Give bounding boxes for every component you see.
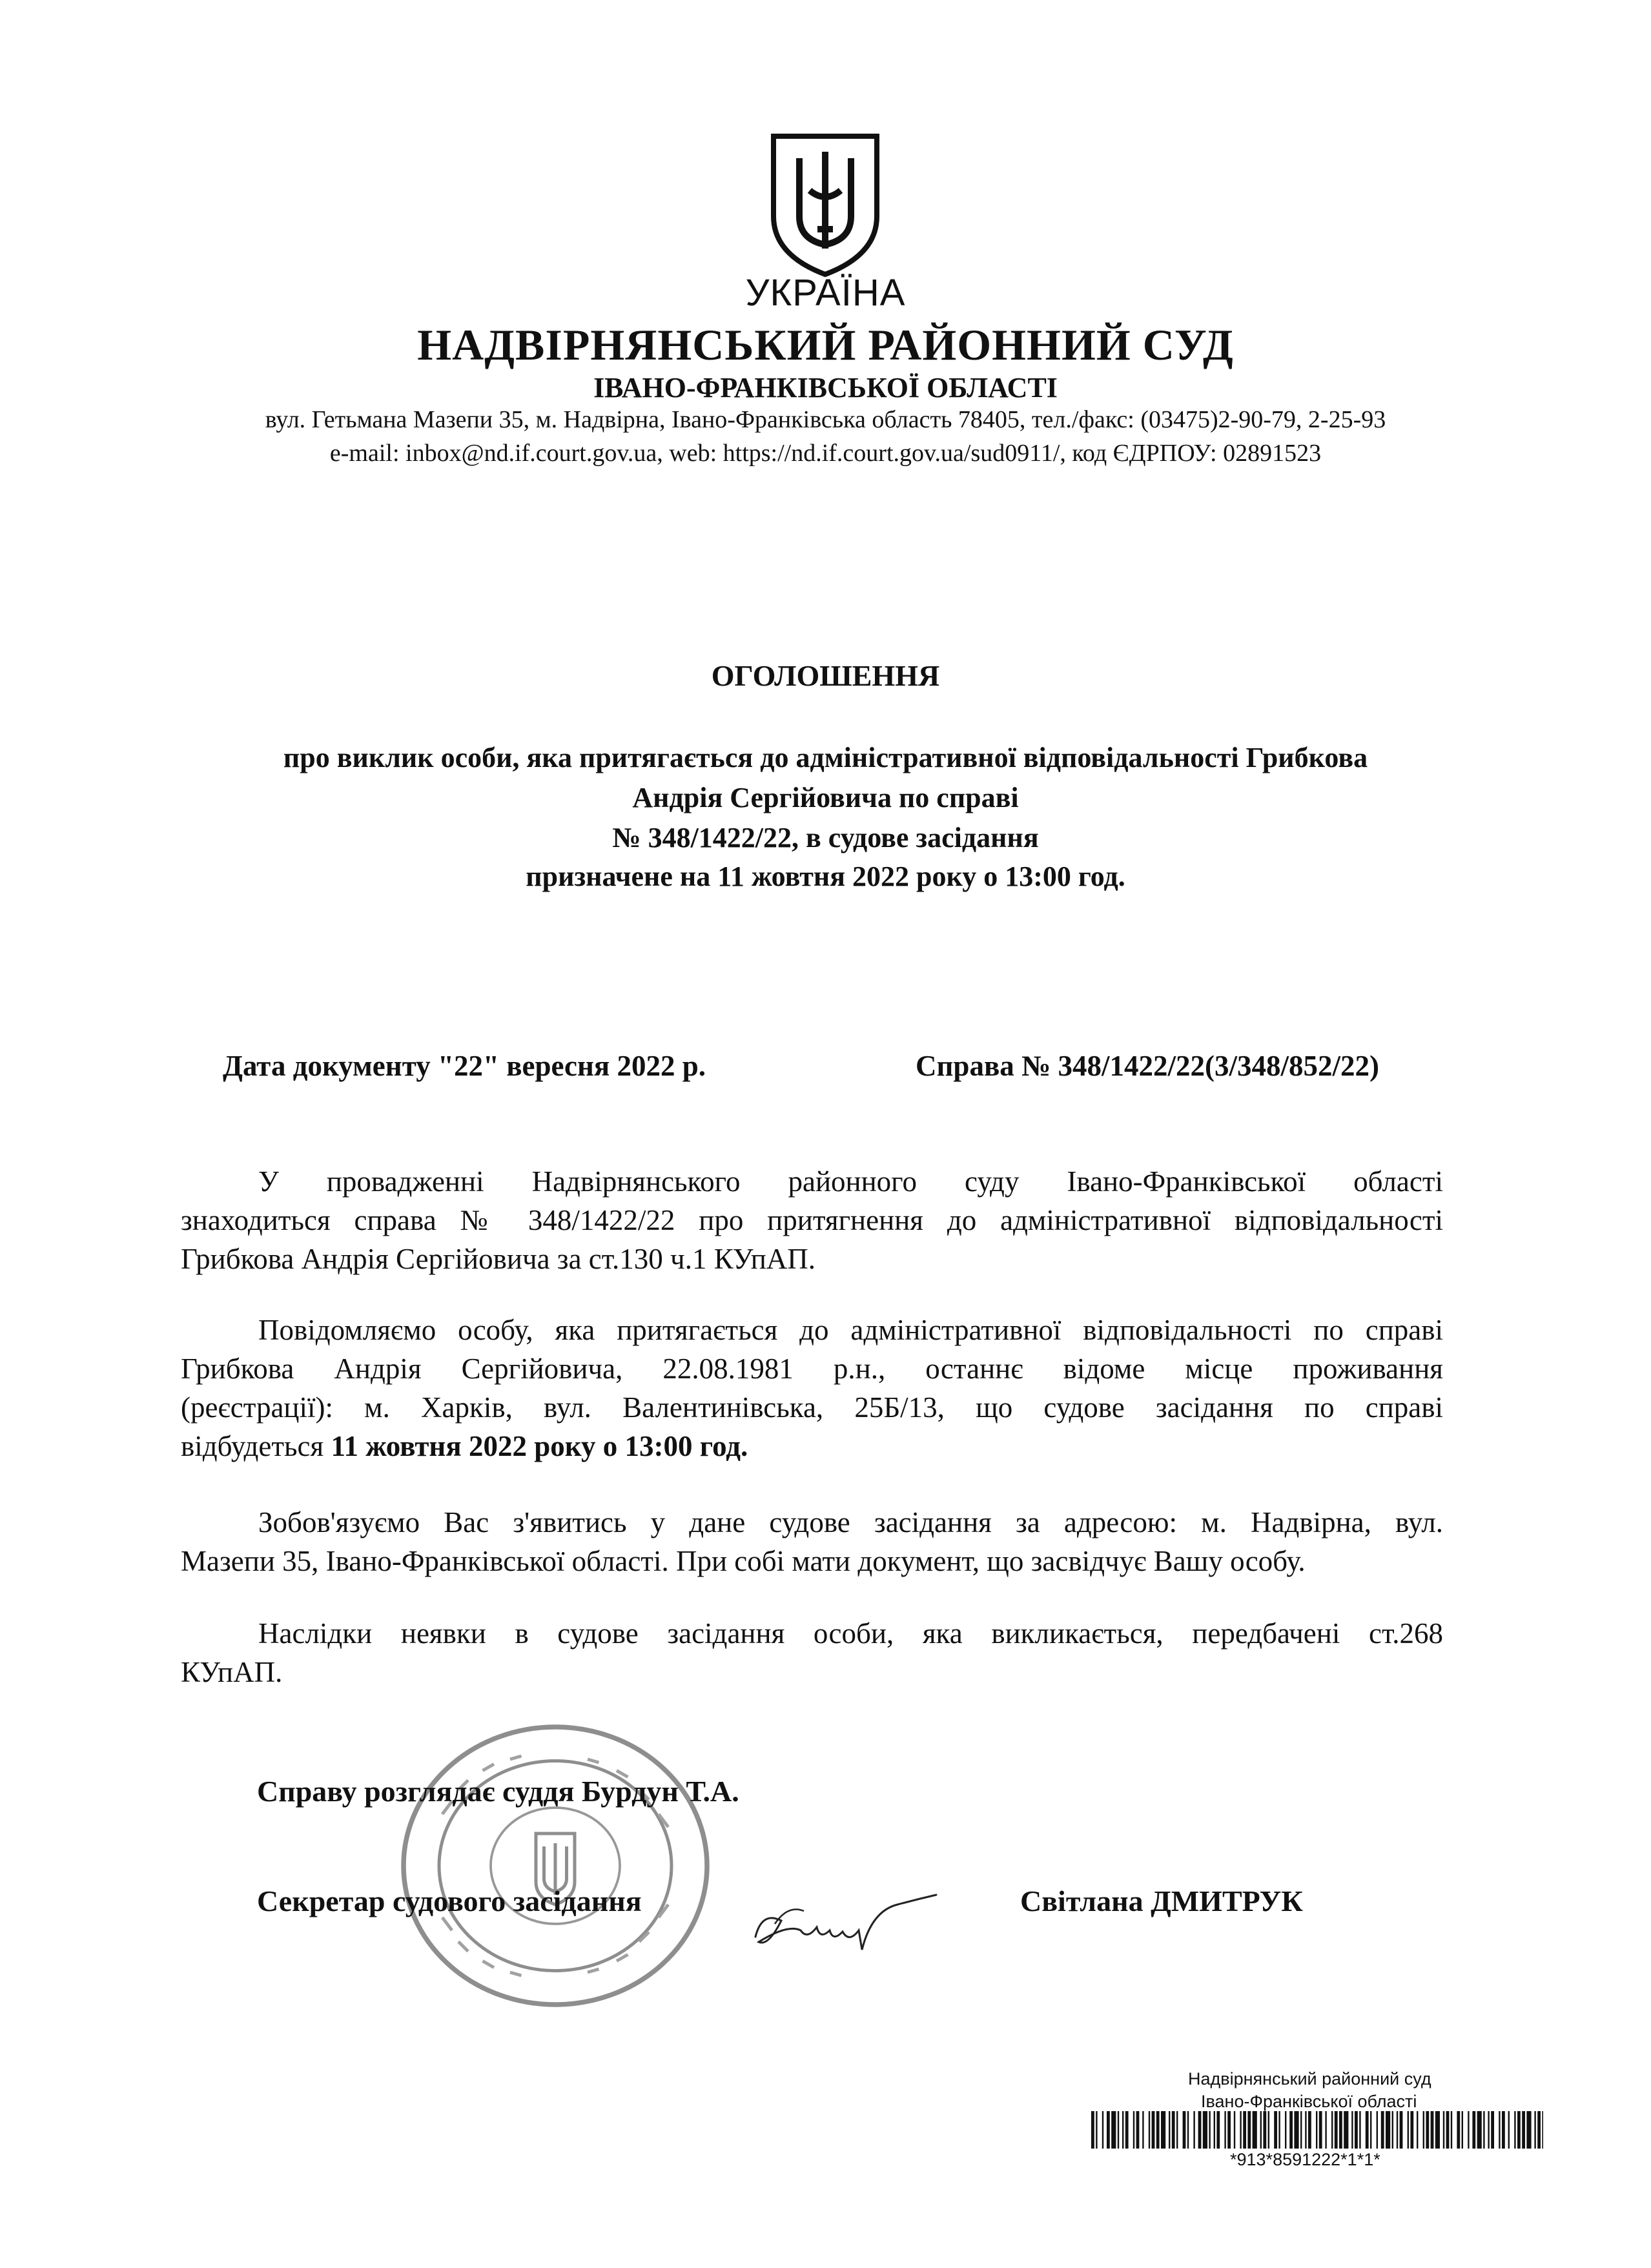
barcode-bar xyxy=(1294,2111,1298,2149)
barcode-bar xyxy=(1386,2111,1390,2149)
barcode-bar xyxy=(1508,2111,1510,2149)
barcode-bar xyxy=(1102,2111,1103,2149)
barcode-bar xyxy=(1172,2111,1175,2149)
barcode-bar xyxy=(1366,2111,1369,2149)
barcode-bar xyxy=(1344,2111,1348,2149)
document-date: Дата документу "22" вересня 2022 р. xyxy=(223,1050,706,1082)
barcode-bar xyxy=(1457,2111,1460,2149)
paragraph-line: Грибкова Андрія Сергійовича, 22.08.1981 р.н., останнє відоме місце проживання xyxy=(181,1353,1443,1385)
body-paragraph xyxy=(181,1503,1443,1580)
announcement-subtitle-line: про виклик особи, яка притягається до адміністративної відповідальності Грибкова xyxy=(283,742,1368,773)
barcode-bar xyxy=(1203,2111,1207,2149)
trident-coat-of-arms-icon xyxy=(761,126,890,281)
barcode-bar xyxy=(1472,2111,1475,2149)
barcode-bar xyxy=(1224,2111,1225,2149)
barcode-bar xyxy=(1526,2111,1531,2149)
court-region: ІВАНО-ФРАНКІВСЬКОЇ ОБЛАСТІ xyxy=(593,372,1058,404)
barcode-bar xyxy=(1156,2111,1160,2149)
barcode-bar xyxy=(1335,2111,1338,2149)
barcode-bar xyxy=(1243,2111,1246,2149)
barcode-bar xyxy=(1176,2111,1178,2149)
barcode-bar xyxy=(1351,2111,1353,2149)
barcode-bar xyxy=(1187,2111,1189,2149)
barcode-bar xyxy=(1169,2111,1170,2149)
barcode-bar xyxy=(1285,2111,1286,2149)
barcode-bar xyxy=(1253,2111,1257,2149)
paragraph-line: У провадженні Надвірнянського районного суду Івано-Франківської області xyxy=(258,1165,1443,1198)
court-seal-stamp-icon xyxy=(394,1717,717,2014)
barcode-bar xyxy=(1316,2111,1317,2149)
barcode-bar xyxy=(1142,2111,1143,2149)
barcode-bar xyxy=(1339,2111,1342,2149)
barcode-bar xyxy=(1300,2111,1302,2149)
country-name: УКРАЇНА xyxy=(745,272,906,314)
barcode-bar xyxy=(1435,2111,1440,2149)
barcode-bar xyxy=(1331,2111,1333,2149)
barcode-bar xyxy=(1133,2111,1134,2149)
paragraph-line: Повідомляємо особу, яка притягається до адміністративної відповідальності по справі xyxy=(258,1314,1443,1346)
barcode-bar xyxy=(1408,2111,1409,2149)
barcode-bar xyxy=(1542,2111,1543,2149)
paragraph-line: Мазепи 35, Івано-Франківської області. При собі мати документ, що засвідчує Вашу особу. xyxy=(181,1545,1306,1577)
barcode-bar xyxy=(1483,2111,1484,2149)
body-paragraph xyxy=(181,1311,1443,1466)
barcode-bar xyxy=(1397,2111,1398,2149)
barcode-bar xyxy=(1477,2111,1482,2149)
barcode-bar xyxy=(1263,2111,1266,2149)
announcement-subtitle-line: Андрія Сергійовича по справі xyxy=(632,782,1019,813)
barcode-bar xyxy=(1423,2111,1424,2149)
barcode-bar xyxy=(1319,2111,1322,2149)
barcode-bar xyxy=(1488,2111,1489,2149)
barcode-bar xyxy=(1443,2111,1444,2149)
barcode-bar xyxy=(1214,2111,1215,2149)
hearing-datetime: 11 жовтня 2022 року о 13:00 год. xyxy=(331,1430,748,1462)
body-paragraph xyxy=(181,1614,1443,1691)
barcode-bar xyxy=(1125,2111,1129,2149)
court-address: вул. Гетьмана Мазепи 35, м. Надвірна, Івано-Франківська область 78405, тел./факс: (03475)2-90-79, 2-25-93 xyxy=(265,406,1386,433)
barcode-court-name: Надвірнянський районний суд xyxy=(1188,2069,1431,2089)
barcode-bar xyxy=(1499,2111,1500,2149)
barcode-bar xyxy=(1400,2111,1403,2149)
court-name: НАДВІРНЯНСЬКИЙ РАЙОННИЙ СУД xyxy=(417,320,1234,369)
barcode-bar xyxy=(1111,2111,1116,2149)
barcode-icon xyxy=(1091,2111,1543,2149)
barcode-bar xyxy=(1522,2111,1525,2149)
barcode-bar xyxy=(1161,2111,1165,2149)
barcode-bar xyxy=(1431,2111,1434,2149)
barcode-bar xyxy=(1234,2111,1235,2149)
barcode-bar xyxy=(1462,2111,1463,2149)
barcode-bar xyxy=(1417,2111,1418,2149)
secretary-name: Світлана ДМИТРУК xyxy=(1020,1885,1303,1917)
barcode-bar xyxy=(1107,2111,1110,2149)
barcode-bar xyxy=(1209,2111,1210,2149)
barcode-bar xyxy=(1278,2111,1280,2149)
barcode-court-region: Івано-Франківської області xyxy=(1201,2092,1417,2111)
paragraph-line: КУпАП. xyxy=(181,1656,283,1688)
barcode-bar xyxy=(1451,2111,1452,2149)
court-contacts: e-mail: inbox@nd.if.court.gov.ua, web: https://nd.if.court.gov.ua/sud0911/, код ЄДРПОУ: 02891523 xyxy=(329,440,1322,467)
paragraph-line: Зобов'язуємо Вас з'явитись у дане судове засідання за адресою: м. Надвірна, вул. xyxy=(258,1506,1443,1538)
announcement-subtitle-line: № 348/1422/22, в судове засідання xyxy=(612,822,1039,853)
case-number: Справа № 348/1422/22(3/348/852/22) xyxy=(916,1050,1379,1082)
barcode-bar xyxy=(1118,2111,1119,2149)
barcode-bar xyxy=(1502,2111,1505,2149)
barcode-bar xyxy=(1247,2111,1251,2149)
barcode-bar xyxy=(1381,2111,1384,2149)
barcode-bar xyxy=(1377,2111,1378,2149)
barcode-bar xyxy=(1289,2111,1293,2149)
barcode-bar xyxy=(1096,2111,1097,2149)
barcode-bar xyxy=(1446,2111,1450,2149)
announcement-title: ОГОЛОШЕННЯ xyxy=(711,659,940,692)
barcode-bar xyxy=(1517,2111,1521,2149)
body-paragraph xyxy=(181,1162,1443,1278)
barcode-bar xyxy=(1240,2111,1241,2149)
barcode-bar xyxy=(1260,2111,1262,2149)
barcode-bar xyxy=(1227,2111,1231,2149)
paragraph-line: (реєстрації): м. Харків, вул. Валентинівська, 25Б/13, що судове засідання по справі xyxy=(181,1391,1443,1424)
barcode-bar xyxy=(1534,2111,1535,2149)
barcode-bar xyxy=(1468,2111,1469,2149)
barcode-bar xyxy=(1274,2111,1277,2149)
barcode-bar xyxy=(1359,2111,1360,2149)
barcode-bar xyxy=(1410,2111,1413,2149)
paragraph-line: знаходиться справа № 348/1422/22 про притягнення до адміністративної відповідальності xyxy=(181,1204,1443,1236)
barcode-bar xyxy=(1308,2111,1311,2149)
hearing-prefix: відбудеться xyxy=(181,1430,331,1462)
barcode-bar xyxy=(1305,2111,1306,2149)
barcode-bar xyxy=(1091,2111,1094,2149)
barcode-bar xyxy=(1392,2111,1393,2149)
barcode-bar xyxy=(1122,2111,1123,2149)
secretary-label: Секретар судового засідання xyxy=(257,1885,642,1917)
paragraph-line: Грибкова Андрія Сергійовича за ст.130 ч.1 КУпАП. xyxy=(181,1243,816,1275)
barcode-bar xyxy=(1370,2111,1371,2149)
barcode-bar xyxy=(1268,2111,1269,2149)
barcode-bar xyxy=(1325,2111,1326,2149)
handwritten-signature-icon xyxy=(743,1885,949,1963)
announcement-subtitle-line: призначене на 11 жовтня 2022 року о 13:00 год. xyxy=(526,861,1125,892)
barcode-bar xyxy=(1537,2111,1541,2149)
barcode-bar xyxy=(1183,2111,1186,2149)
barcode-bar xyxy=(1216,2111,1220,2149)
barcode-code: *913*8591222*1*1* xyxy=(1230,2150,1380,2169)
barcode-bar xyxy=(1514,2111,1515,2149)
barcode-bar xyxy=(1198,2111,1202,2149)
barcode-bar xyxy=(1355,2111,1358,2149)
paragraph-line: Наслідки неявки в судове засідання особи, яка викликається, передбачені ст.268 xyxy=(258,1617,1443,1650)
barcode-bar xyxy=(1136,2111,1140,2149)
presiding-judge: Справу розглядає суддя Бурдун Т.А. xyxy=(257,1775,739,1808)
barcode-bar xyxy=(1193,2111,1195,2149)
paragraph-line xyxy=(181,1427,1443,1466)
barcode-bar xyxy=(1149,2111,1150,2149)
barcode-bar xyxy=(1491,2111,1494,2149)
barcode-bar xyxy=(1152,2111,1155,2149)
barcode-bar xyxy=(1426,2111,1429,2149)
